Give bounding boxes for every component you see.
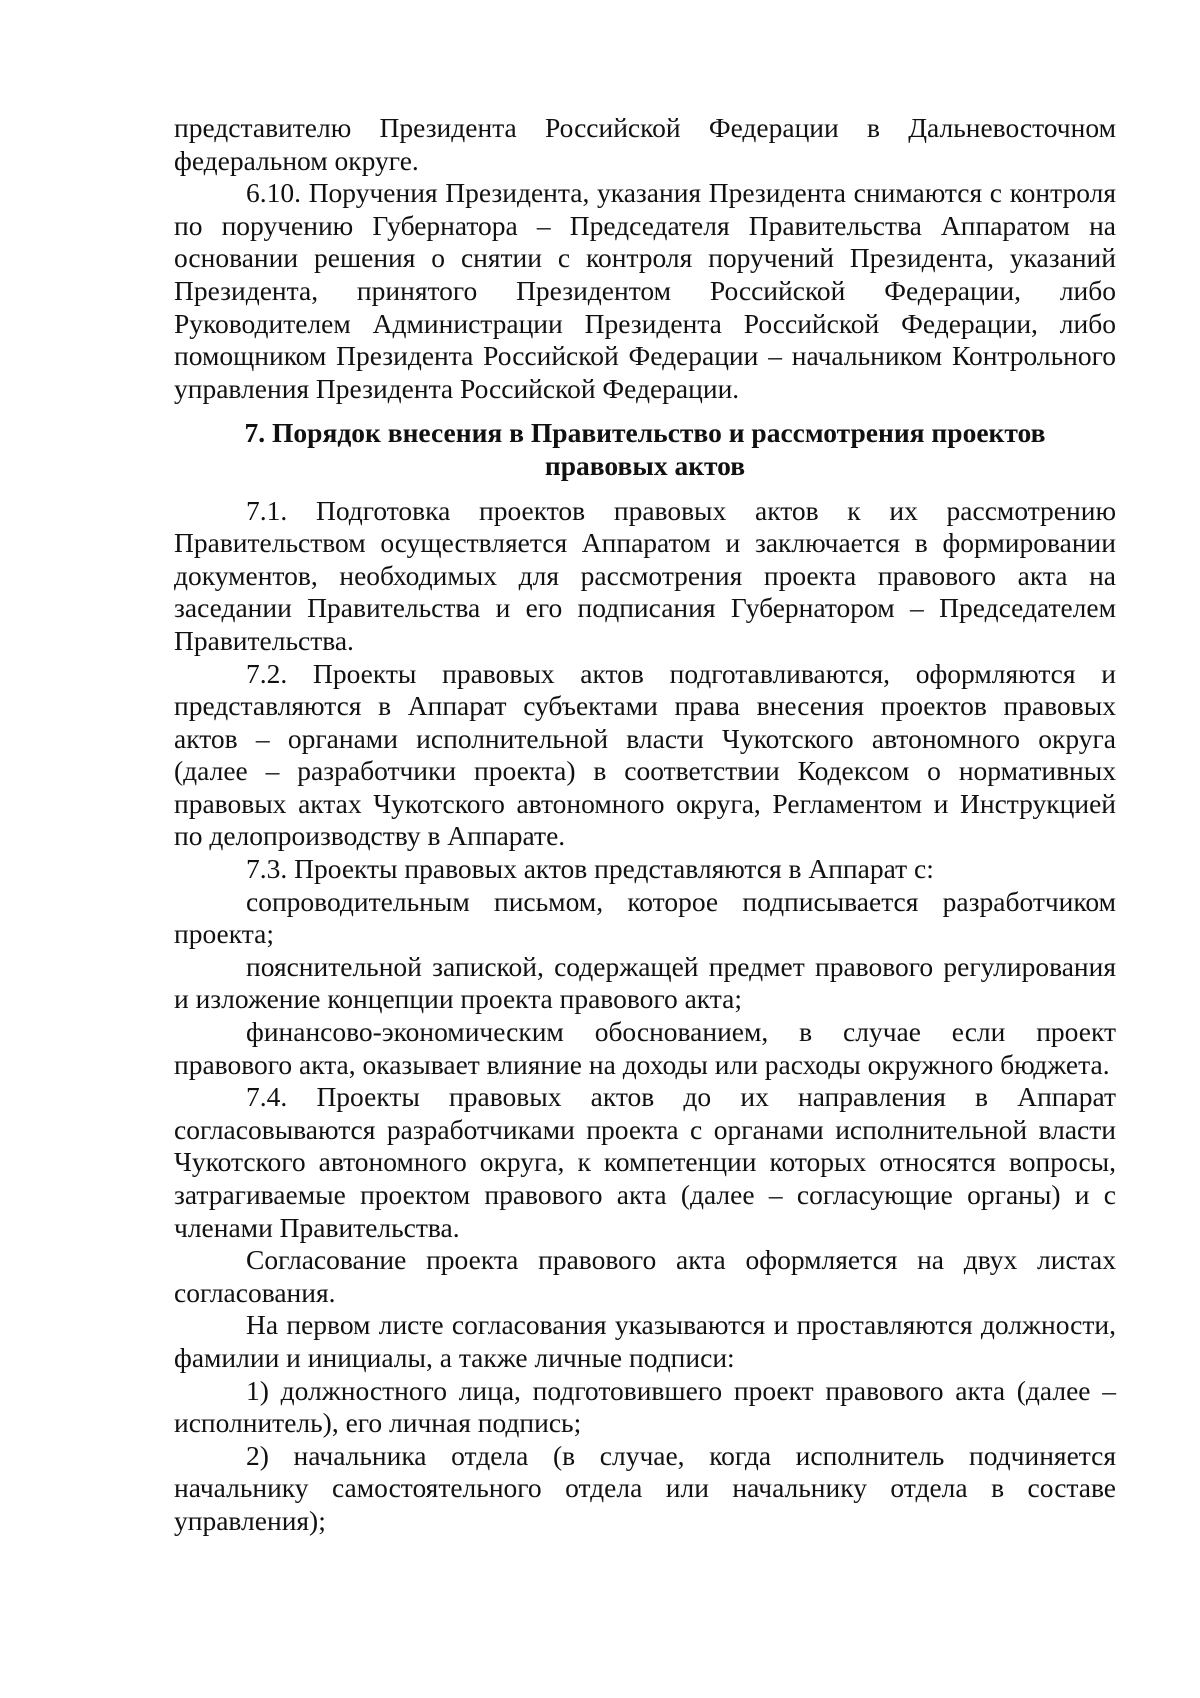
paragraph-7-3: 7.3. Проекты правовых актов представляются в Аппарат с: [246, 853, 934, 885]
document-page [174, 112, 1116, 1538]
paragraph-7-4-first-sheet: На первом листе согласования указываются и проставляются должности, фамилии и инициалы, а также личные подписи: [174, 1309, 1116, 1373]
section-7-heading [174, 417, 1116, 482]
paragraph-7-3-explanatory-note: пояснительной запиской, содержащей предмет правового регулирования и изложение концепции проекта правового акта; [174, 950, 1116, 1015]
list-item-1: 1) должностного лица, подготовившего проект правового акта (далее – исполнитель), его личная подпись; [174, 1374, 1116, 1439]
list-item-2: 2) начальника отдела (в случае, когда исполнитель подчиняется начальнику самостоятельного отдела или начальнику отдела в составе управления); [174, 1439, 1116, 1536]
section-7-heading-line1: 7. Порядок внесения в Правительство и рассмотрения проектов [244, 417, 1046, 449]
paragraph-7-2: 7.2. Проекты правовых актов подготавливаются, оформляются и представляются в Аппарат субъектами права внесения проектов правовых актов – органами исполнительной власти Чукотского автономного округа (далее – разработчики проекта) в соответствии Кодексом о нормативных правовых актах Чукотского автономного округа, Регламентом и Инструкцией по делопроизводству в Аппарате. [174, 657, 1116, 852]
paragraph-7-1: 7.1. Подготовка проектов правовых актов к их рассмотрению Правительством осуществляется Аппаратом и заключается в формировании документов, необходимых для рассмотрения проекта правового акта на заседании Правительства и его подписания Губернатором – Председателем Правительства. [174, 494, 1116, 656]
paragraph-7-3-cover-letter: сопроводительным письмом, которое подписывается разработчиком проекта; [174, 885, 1116, 950]
section-7-heading-line2: правовых актов [544, 449, 746, 481]
intro-paragraph: представителю Президента Российской Федерации в Дальневосточном федеральном округе. [174, 112, 1116, 176]
paragraph-7-4-approval-sheets: Согласование проекта правового акта оформляется на двух листах согласования. [174, 1244, 1116, 1308]
paragraph-7-3-financial-justification: финансово-экономическим обоснованием, в случае если проект правового акта, оказывает влияние на доходы или расходы окружного бюджета. [174, 1016, 1116, 1080]
paragraph-6-10: 6.10. Поручения Президента, указания Президента снимаются с контроля по поручению Губернатора – Председателя Правительства Аппаратом на основании решения о снятии с контроля поручений Президента, указаний Президента, принятого Президентом Российской Федерации, либо Руководителем Администрации Президента Российской Федерации, либо помощником Президента Российской Федерации – начальником Контрольного управления Президента Российской Федерации. [174, 177, 1116, 404]
paragraph-7-4: 7.4. Проекты правовых актов до их направления в Аппарат согласовываются разработчиками проекта с органами исполнительной власти Чукотского автономного округа, к компетенции которых относятся вопросы, затрагиваемые проектом правового акта (далее – согласующие органы) и с членами Правительства. [174, 1081, 1116, 1243]
